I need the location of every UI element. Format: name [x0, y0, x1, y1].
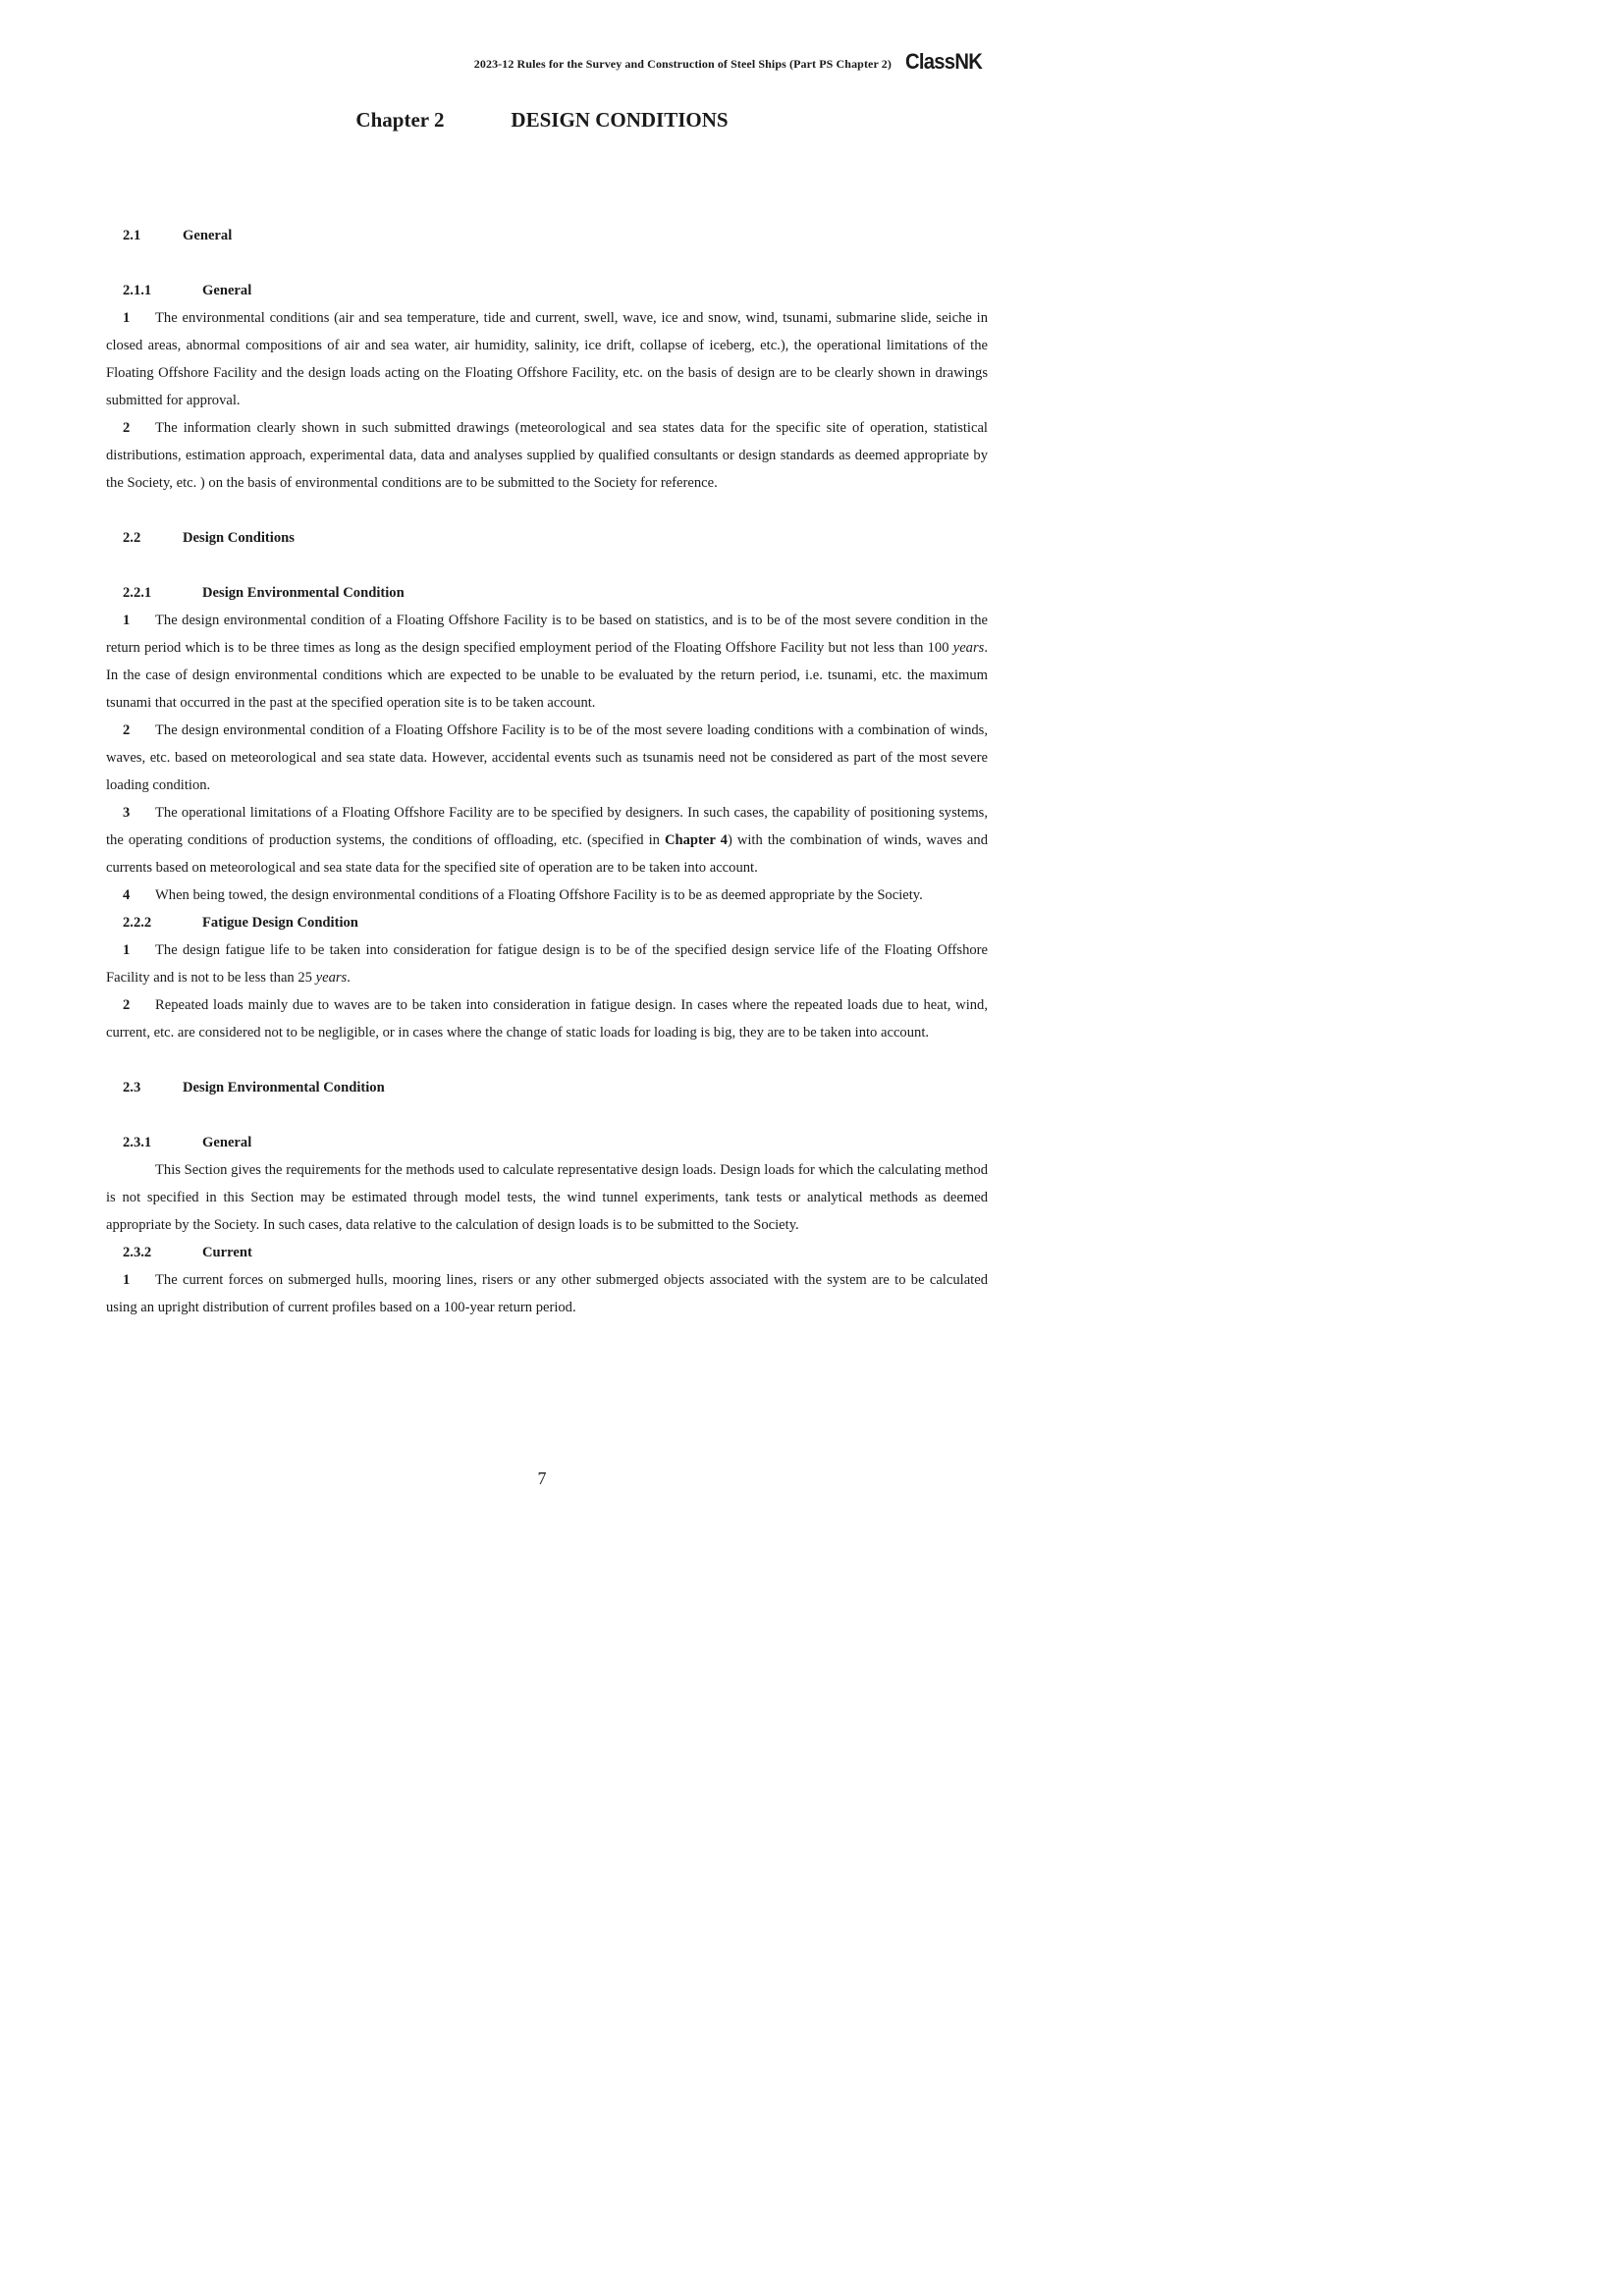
- chapter-title: [0, 108, 1084, 133]
- paragraph-text-cont: .: [347, 970, 351, 986]
- subsection-title: Design Environmental Condition: [202, 585, 405, 601]
- paragraph-2-1-1-2: [106, 414, 988, 497]
- chapter-reference: Chapter 4: [664, 832, 728, 848]
- paragraph-text: The current forces on submerged hulls, mooring lines, risers or any other submerged objects associated with the system are to be calculated using an upright distribution of current profiles based on a 100-year return period.: [106, 1272, 988, 1315]
- document-page: [0, 0, 1084, 1532]
- subsection-heading-2-1-1: [106, 277, 988, 304]
- paragraph-2-2-1-3: [106, 799, 988, 881]
- paragraph-number: 1: [123, 613, 131, 628]
- subsection-heading-2-2-2: [106, 909, 988, 936]
- section-title: Design Environmental Condition: [183, 1080, 385, 1095]
- paragraph-number: 2: [123, 722, 131, 738]
- section-heading-2-3: [106, 1074, 988, 1101]
- subsection-number: 2.2.1: [123, 585, 152, 601]
- section-number: 2.1: [123, 228, 141, 243]
- subsection-heading-2-3-2: [106, 1239, 988, 1266]
- paragraph-text: Repeated loads mainly due to waves are to be taken into consideration in fatigue design. In cases where the repeated loads due to heat, wind, current, etc. are considered not to be negligible, or in cases where the change of static loads for loading is big, they are to be taken into account.: [106, 997, 988, 1041]
- paragraph-2-2-1-1: [106, 607, 988, 717]
- document-body: [106, 222, 988, 1321]
- paragraph-2-2-1-2: [106, 717, 988, 799]
- section-heading-2-2: [106, 524, 988, 552]
- paragraph-text-cont: . In the case of design environmental conditions which are expected to be unable to be evaluated by the return period, i.e. tsunami, etc. the maximum tsunami that occurred in the past at the specified operation site is to be taken account.: [106, 640, 988, 711]
- paragraph-text: The design environmental condition of a Floating Offshore Facility is to be of the most severe loading conditions with a combination of winds, waves, etc. based on meteorological and sea state data. However, accidental events such as tsunamis need not be considered as part of the most severe loading condition.: [106, 722, 988, 793]
- paragraph-text: When being towed, the design environmental conditions of a Floating Offshore Facility is to be as deemed appropriate by the Society.: [155, 887, 923, 903]
- section-title: General: [183, 228, 233, 243]
- subsection-heading-2-2-1: [106, 579, 988, 607]
- paragraph-text: The information clearly shown in such submitted drawings (meteorological and sea states data for the specific site of operation, statistical distributions, estimation approach, experimental data, data and analyses supplied by qualified consultants or design standards as deemed appropriate by the Society, etc. ) on the basis of environmental conditions are to be submitted to the Society for reference.: [106, 420, 988, 491]
- page-number: 7: [537, 1468, 547, 1488]
- paragraph-2-2-1-4: [106, 881, 988, 909]
- paragraph-number: 2: [123, 997, 131, 1013]
- subsection-title: Current: [202, 1245, 252, 1260]
- unit-years: years: [952, 640, 985, 656]
- paragraph-number: 3: [123, 805, 131, 821]
- section-number: 2.3: [123, 1080, 141, 1095]
- section-number: 2.2: [123, 530, 141, 546]
- running-header: 2023-12 Rules for the Survey and Construction of Steel Ships (Part PS Chapter 2): [473, 57, 892, 71]
- chapter-name: DESIGN CONDITIONS: [511, 108, 729, 132]
- paragraph-text: The design environmental condition of a Floating Offshore Facility is to be based on statistics, and is to be of the most severe condition in the return period which is to be three times as long as the design specified employment period of the Floating Offshore Facility but not less than 100: [106, 613, 988, 656]
- paragraph-2-1-1-1: [106, 304, 988, 414]
- paragraph-text: The operational limitations of a Floating Offshore Facility are to be specified by designers. In such cases, the capability of positioning systems, the operating conditions of production systems, the conditions of offloading, etc. (specified in: [106, 805, 988, 848]
- section-heading-2-1: [106, 222, 988, 249]
- paragraph-number: 4: [123, 887, 131, 903]
- paragraph-text: The design fatigue life to be taken into consideration for fatigue design is to be of the specified design service life of the Floating Offshore Facility and is not to be less than 25: [106, 942, 988, 986]
- paragraph-number: 2: [123, 420, 131, 436]
- classnk-logo: ClassNK: [905, 49, 983, 74]
- subsection-number: 2.2.2: [123, 915, 152, 931]
- paragraph-number: 1: [123, 1272, 131, 1288]
- subsection-heading-2-3-1: [106, 1129, 988, 1156]
- subsection-number: 2.3.2: [123, 1245, 152, 1260]
- subsection-title: General: [202, 1135, 252, 1150]
- subsection-title: General: [202, 283, 252, 298]
- chapter-number: Chapter 2: [355, 108, 445, 132]
- subsection-title: Fatigue Design Condition: [202, 915, 358, 931]
- paragraph-2-2-2-2: [106, 991, 988, 1046]
- paragraph-text-cont: ) with the combination of winds, waves and currents based on meteorological and sea state data for the specified site of operation are to be taken into account.: [106, 832, 988, 876]
- subsection-number: 2.3.1: [123, 1135, 152, 1150]
- section-title: Design Conditions: [183, 530, 295, 546]
- paragraph-2-3-1: This Section gives the requirements for the methods used to calculate representative design loads. Design loads for which the calculating method is not specified in this Section may be estimated through model tests, the wind tunnel experiments, tank tests or analytical methods as deemed appropriate by the Society. In such cases, data relative to the calculation of design loads is to be submitted to the Society.: [106, 1162, 988, 1233]
- paragraph-number: 1: [123, 942, 131, 958]
- subsection-number: 2.1.1: [123, 283, 152, 298]
- unit-years: years: [315, 970, 348, 986]
- paragraph-2-3-2-1: [106, 1266, 988, 1321]
- paragraph-2-2-2-1: [106, 936, 988, 991]
- paragraph-text: The environmental conditions (air and sea temperature, tide and current, swell, wave, ice and snow, wind, tsunami, submarine slide, seiche in closed areas, abnormal compositions of air and sea water, air humidity, salinity, ice drift, collapse of iceberg, etc.), the operational limitations of the Floating Offshore Facility and the design loads acting on the Floating Offshore Facility, etc. on the basis of design are to be clearly shown in drawings submitted for approval.: [106, 310, 988, 408]
- paragraph-number: 1: [123, 310, 131, 326]
